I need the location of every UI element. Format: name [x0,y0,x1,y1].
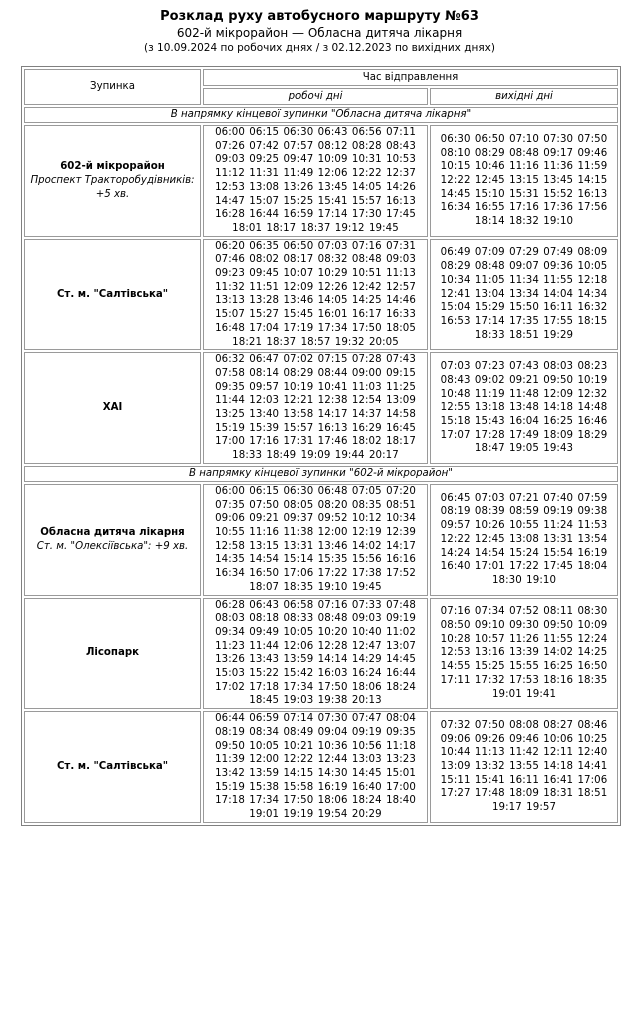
weekday-times: 06:00 06:15 06:30 06:43 06:56 07:11 07:26 07:42 07:57 08:12 08:28 08:43 09:03 09:25 09:47 10:09 10:31 10:53 11:12 11:31 11:49 12:06 12:22 12:37 12:53 13:08 13:26 13:45 14:05 14:26 14:47 15:07 15:25 15:41 15:57 16:13 16:28 16:44 16:59 17:14 17:30 17:45 18:01 18:17 18:37 19:12 19:45 [203,125,428,237]
table-row [24,711,618,823]
stop-name: 602-й мікрорайон [60,161,165,173]
stop-column-header: Зупинка [24,69,201,105]
weekend-times: 06:45 07:03 07:21 07:40 07:59 08:19 08:39 08:59 09:19 09:38 09:57 10:26 10:55 11:24 11:53 12:22 12:45 13:08 13:31 13:54 14:24 14:54 15:24 15:54 16:19 16:40 17:01 17:22 17:45 18:04 18:30 19:10 [430,484,618,596]
schedule-table [21,66,621,826]
stop-note: Проспект Тракторобудівників: +5 хв. [30,174,195,200]
stop-name: Обласна дитяча лікарня [40,526,185,538]
route-name: 602-й мікрорайон — Обласна дитяча лікарня [176,26,463,40]
table-row [24,598,618,710]
weekend-column-header: вихідні дні [430,88,618,105]
weekend-times: 07:03 07:23 07:43 08:03 08:23 08:43 09:02 09:21 09:50 10:19 10:48 11:19 11:48 12:09 12:32 12:55 13:18 13:48 14:18 14:48 15:18 15:43 16:04 16:25 16:46 17:07 17:28 17:49 18:09 18:29 18:47 19:05 19:43 [430,352,618,464]
stop-cell [24,598,201,710]
table-row [24,484,618,596]
table-row [24,352,618,464]
weekend-times: 06:49 07:09 07:29 07:49 08:09 08:29 08:48 09:07 09:36 10:05 10:34 11:05 11:34 11:55 12:18 12:41 13:04 13:34 14:04 14:34 15:04 15:29 15:50 16:11 16:32 16:53 17:14 17:35 17:55 18:15 18:33 18:51 19:29 [430,239,618,351]
departure-time-header: Час відправлення [203,69,618,86]
stop-note: Ст. м. "Олексіївська": +9 хв. [36,540,189,552]
stop-name: ХАІ [102,402,123,414]
weekday-times: 06:44 06:59 07:14 07:30 07:47 08:04 08:19 08:34 08:49 09:04 09:19 09:35 09:50 10:05 10:21 10:36 10:56 11:18 11:39 12:00 12:22 12:44 13:03 13:23 13:42 13:59 14:15 14:30 14:45 15:01 15:19 15:38 15:58 16:19 16:40 17:00 17:18 17:34 17:50 18:06 18:24 18:40 19:01 19:19 19:54 20:29 [203,711,428,823]
weekend-times: 06:30 06:50 07:10 07:30 07:50 08:10 08:29 08:48 09:17 09:46 10:15 10:46 11:16 11:36 11:59 12:22 12:45 13:15 13:45 14:15 14:45 15:10 15:31 15:52 16:13 16:34 16:55 17:16 17:36 17:56 18:14 18:32 19:10 [430,125,618,237]
stop-name: Ст. м. "Салтівська" [56,288,169,300]
direction-header: В напрямку кінцевої зупинки "Обласна дитяча лікарня" [24,107,618,123]
direction-header: В напрямку кінцевої зупинки "602-й мікрорайон" [24,466,618,482]
weekday-times: 06:00 06:15 06:30 06:48 07:05 07:20 07:35 07:50 08:05 08:20 08:35 08:51 09:06 09:21 09:37 09:52 10:12 10:34 10:55 11:16 11:38 12:00 12:19 12:39 12:58 13:15 13:31 13:46 14:02 14:17 14:35 14:54 15:14 15:35 15:56 16:16 16:34 16:50 17:06 17:22 17:38 17:52 18:07 18:35 19:10 19:45 [203,484,428,596]
page-header [0,0,639,55]
weekend-times: 07:32 07:50 08:08 08:27 08:46 09:06 09:26 09:46 10:06 10:25 10:44 11:13 11:42 12:11 12:40 13:09 13:32 13:55 14:18 14:41 15:11 15:41 16:11 16:41 17:06 17:27 17:48 18:09 18:31 18:51 19:17 19:57 [430,711,618,823]
weekday-times: 06:28 06:43 06:58 07:16 07:33 07:48 08:03 08:18 08:33 08:48 09:03 09:19 09:34 09:49 10:05 10:20 10:40 11:02 11:23 11:44 12:06 12:28 12:47 13:07 13:26 13:43 13:59 14:14 14:29 14:45 15:03 15:22 15:42 16:03 16:24 16:44 17:02 17:18 17:34 17:50 18:06 18:24 18:45 19:03 19:38 20:13 [203,598,428,710]
stop-cell [24,711,201,823]
stop-cell [24,352,201,464]
page-title: Розклад руху автобусного маршруту №63 [160,9,479,24]
weekday-times: 06:20 06:35 06:50 07:03 07:16 07:31 07:46 08:02 08:17 08:32 08:48 09:03 09:23 09:45 10:07 10:29 10:51 11:13 11:32 11:51 12:09 12:26 12:42 12:57 13:13 13:28 13:46 14:05 14:25 14:46 15:07 15:27 15:45 16:01 16:17 16:33 16:48 17:04 17:19 17:34 17:50 18:05 18:21 18:37 18:57 19:32 20:05 [203,239,428,351]
stop-name: Лісопарк [85,647,140,659]
validity-note: (з 10.09.2024 по робочих днях / з 02.12.2023 по вихідних днях) [144,42,495,54]
table-row [24,125,618,237]
weekend-times: 07:16 07:34 07:52 08:11 08:30 08:50 09:10 09:30 09:50 10:09 10:28 10:57 11:26 11:55 12:24 12:53 13:16 13:39 14:02 14:25 14:55 15:25 15:55 16:25 16:50 17:11 17:32 17:53 18:16 18:35 19:01 19:41 [430,598,618,710]
stop-cell [24,125,201,237]
table-row [24,239,618,351]
weekday-column-header: робочі дні [203,88,428,105]
stop-cell [24,239,201,351]
weekday-times: 06:32 06:47 07:02 07:15 07:28 07:43 07:58 08:14 08:29 08:44 09:00 09:15 09:35 09:57 10:19 10:41 11:03 11:25 11:44 12:03 12:21 12:38 12:54 13:09 13:25 13:40 13:58 14:17 14:37 14:58 15:19 15:39 15:57 16:13 16:29 16:45 17:00 17:16 17:31 17:46 18:02 18:17 18:33 18:49 19:09 19:44 20:17 [203,352,428,464]
stop-cell [24,484,201,596]
stop-name: Ст. м. "Салтівська" [56,761,169,773]
